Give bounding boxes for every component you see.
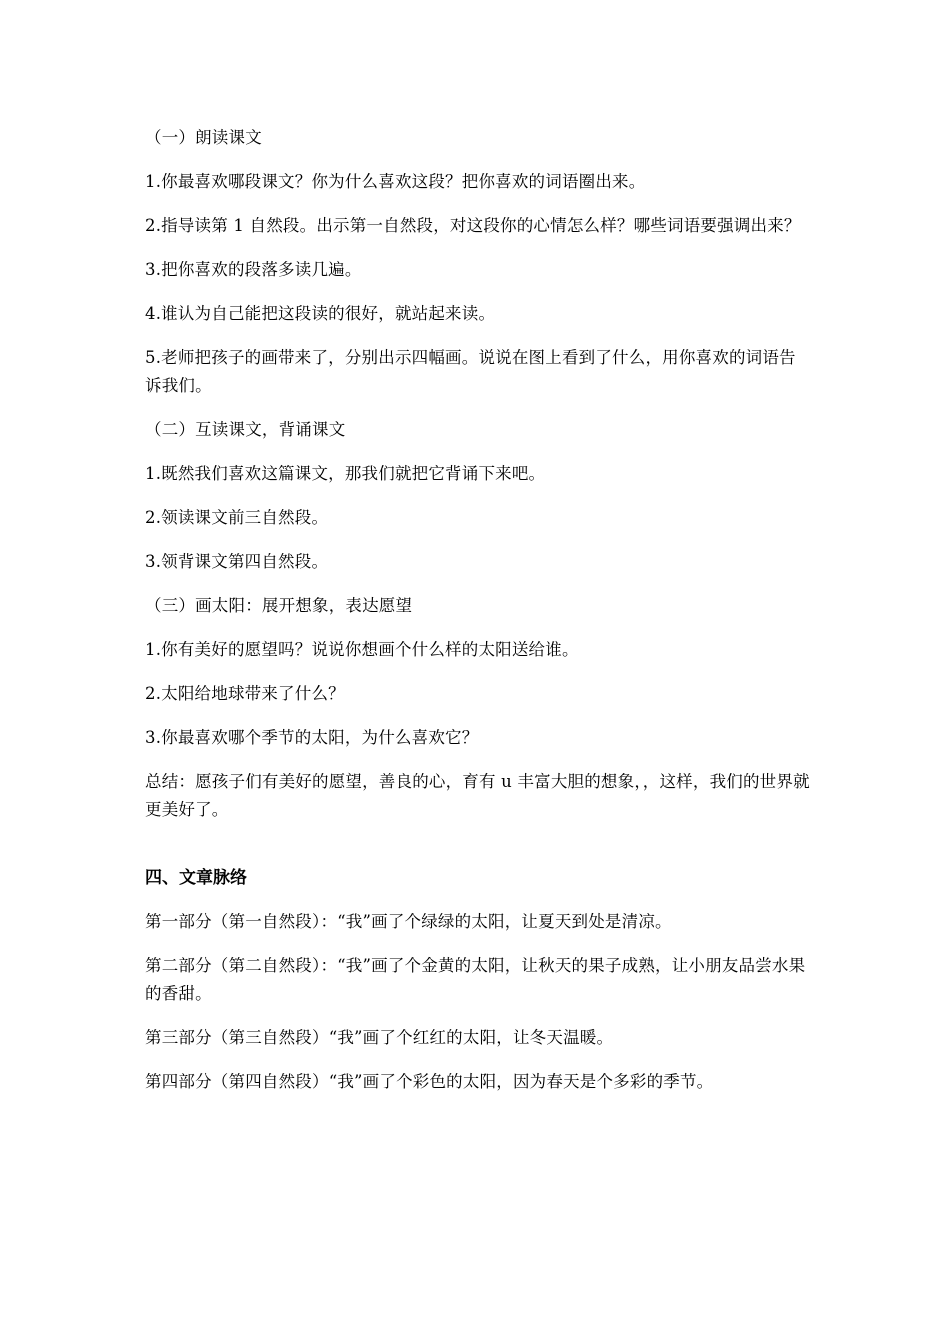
- document-page: [145, 124, 810, 1112]
- section-1-item-5: 5.老师把孩子的画带来了，分别出示四幅画。说说在图上看到了什么，用你喜欢的词语告诉我们。: [145, 348, 796, 395]
- section-2-item-2: 2.领读课文前三自然段。: [145, 508, 329, 527]
- section-4-item-2: 第二部分（第二自然段）：“我”画了个金黄的太阳，让秋天的果子成熟，让小朋友品尝水果的香甜。: [145, 956, 806, 1003]
- section-3-item-1: 1.你有美好的愿望吗？说说你想画个什么样的太阳送给谁。: [145, 640, 579, 659]
- section-4-item-4: 第四部分（第四自然段）“我”画了个彩色的太阳，因为春天是个多彩的季节。: [145, 1072, 714, 1091]
- section-1-item-3: 3.把你喜欢的段落多读几遍。: [145, 260, 362, 279]
- section-2-title: （二）互读课文，背诵课文: [145, 420, 346, 439]
- section-1-title: （一）朗读课文: [145, 128, 262, 147]
- section-2-item-3: 3.领背课文第四自然段。: [145, 552, 329, 571]
- section-1-item-4: 4.谁认为自己能把这段读的很好，就站起来读。: [145, 304, 496, 323]
- section-1-item-1: 1.你最喜欢哪段课文？你为什么喜欢这段？把你喜欢的词语圈出来。: [145, 172, 646, 191]
- section-3-item-3: 3.你最喜欢哪个季节的太阳，为什么喜欢它？: [145, 728, 479, 747]
- section-1-item-2: 2.指导读第 1 自然段。出示第一自然段，对这段你的心情怎么样？哪些词语要强调出来？: [145, 216, 801, 235]
- section-3-title: （三）画太阳：展开想象，表达愿望: [145, 596, 413, 615]
- section-3-summary: 总结：愿孩子们有美好的愿望，善良的心，育有 u 丰富大胆的想象，，这样，我们的世界就更美好了。: [145, 772, 810, 819]
- section-4-item-3: 第三部分（第三自然段）“我”画了个红红的太阳，让冬天温暖。: [145, 1028, 614, 1047]
- section-2-item-1: 1.既然我们喜欢这篇课文，那我们就把它背诵下来吧。: [145, 464, 546, 483]
- section-4-title: 四、文章脉络: [145, 868, 247, 888]
- section-4-item-1: 第一部分（第一自然段）：“我”画了个绿绿的太阳，让夏天到处是清凉。: [145, 912, 672, 931]
- section-3-item-2: 2.太阳给地球带来了什么？: [145, 684, 345, 703]
